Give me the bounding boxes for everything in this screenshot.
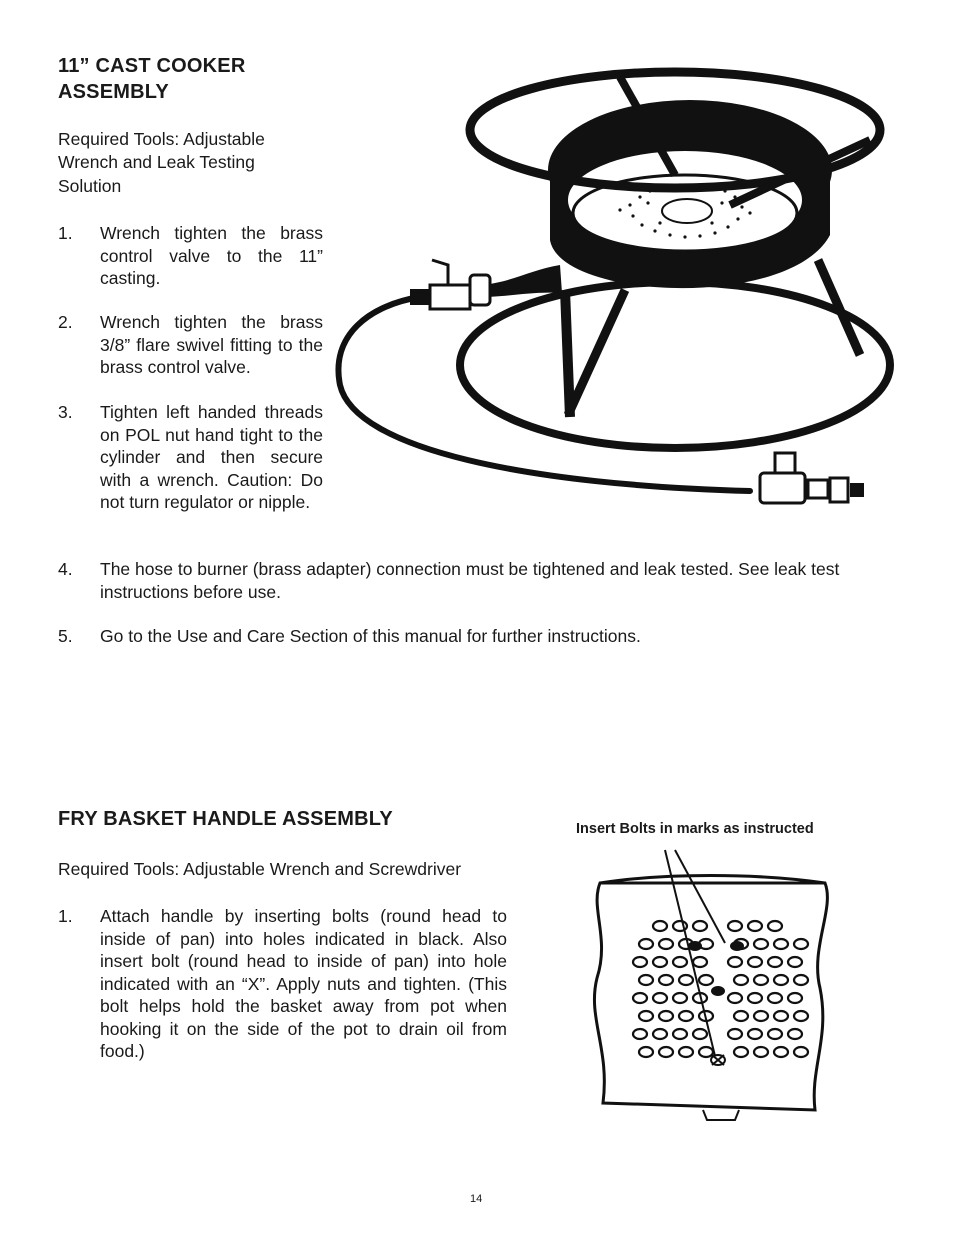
cooker-step-4 [58,558,903,608]
cooker-title [58,53,245,105]
burner-center [662,199,712,223]
basket-required-tools: Required Tools: Adjustable Wrench and Screwdriver [58,859,462,879]
step-text: The hose to burner (brass adapter) connection must be tightened and leak tested. See leak test instructions before use. [100,559,840,602]
regulator [760,473,805,503]
fry-basket-illustration [585,848,845,1123]
cooker-step-3 [58,401,323,541]
cooker-tools-line-2: Wrench and Leak Testing [58,151,255,172]
control-valve [430,285,470,309]
brass-adapter [470,275,490,305]
leg [568,290,625,415]
step-number: 1. [58,223,73,243]
bolt-hole-x [711,1055,725,1065]
step-number: 2. [58,312,73,332]
cooker-tools-line-1: Required Tools: Adjustable [58,129,265,149]
basket-caption: Insert Bolts in marks as instructed [576,821,814,837]
step-text: Tighten left handed threads on POL nut hand tight to the cylinder and then secure with a wrench. Caution: Do not turn regulator or nipple. [100,402,323,512]
cast-cooker-illustration [330,65,900,515]
step-number: 5. [58,626,73,646]
venturi-tube [480,265,562,297]
step-text: Wrench tighten the brass control valve to the 11” casting. [100,223,323,288]
step-text: Attach handle by inserting bolts (round head to inside of pan) into holes indicated in black. Also insert bolt (round head to inside of pan) into hole indicated with an “X”. Apply nuts and tighten. (This bolt helps hold the basket away from pot when hooking it on the side of the pot to drain oil from food.) [100,906,507,1061]
basket-foot [703,1110,739,1120]
step-number: 1. [58,906,73,926]
pol-nut-end [850,483,864,497]
step-text: Go to the Use and Care Section of this manual for further instructions. [100,626,641,646]
valve-knob [432,260,448,285]
gas-hose [338,297,750,491]
cooker-step-2 [58,311,323,381]
cooker-step-1 [58,222,323,292]
cooker-title-line-2: ASSEMBLY [58,81,169,103]
step-text: Wrench tighten the brass 3/8” flare swivel fitting to the brass control valve. [100,312,323,377]
basket-step-1 [58,905,507,1065]
cooker-title-line-1: 11” CAST COOKER [58,55,246,77]
cooker-step-5 [58,625,903,651]
step-number: 4. [58,559,73,579]
step-number: 3. [58,402,73,422]
cooker-required-tools [58,128,328,198]
bolt-hole-marked [688,941,702,951]
leg [565,290,570,417]
pol-nut [830,478,848,502]
regulator-cap [775,453,795,473]
bolt-hole-marked [711,986,725,996]
basket-title: FRY BASKET HANDLE ASSEMBLY [58,808,393,830]
page-number: 14 [470,1193,483,1205]
flare-fitting [410,289,430,305]
leg-ring [460,282,890,448]
cooker-tools-line-3: Solution [58,176,122,196]
bolt-hole-marked [730,941,744,951]
pol-fitting [808,480,828,498]
